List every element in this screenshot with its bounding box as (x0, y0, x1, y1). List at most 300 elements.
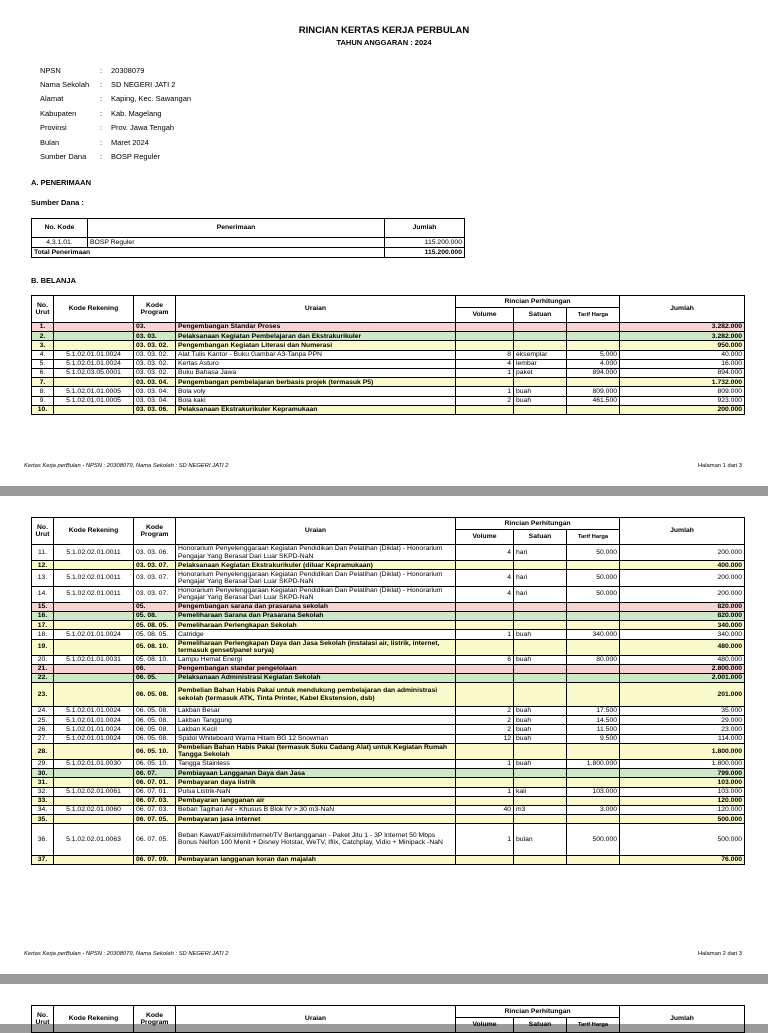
row-tarif: 50.000 (567, 545, 620, 561)
row-satuan: hari (514, 586, 567, 602)
row-no: 9. (32, 396, 54, 405)
row-jumlah: 29.000 (620, 716, 745, 725)
row-jumlah: 1.800.000 (620, 743, 745, 759)
table-row (32, 332, 745, 341)
info-separator: : (100, 108, 103, 118)
row-no: 19. (32, 639, 54, 655)
row-jumlah: 103.000 (620, 787, 745, 796)
info-separator: : (100, 65, 103, 75)
row-kode-rekening (54, 561, 134, 570)
row-no: 29. (32, 759, 54, 768)
row-uraian: Pembayaran daya listrik (176, 778, 456, 787)
school-info (40, 63, 191, 164)
section-a-heading: A. PENERIMAAN (31, 178, 92, 187)
row-jumlah: 76.000 (620, 855, 745, 864)
table-row (32, 630, 745, 639)
row-volume (456, 674, 514, 683)
header-uraian: Uraian (176, 1006, 456, 1033)
row-kode-program: 03. 03. 02. (134, 341, 176, 350)
belanja-table-1 (31, 295, 745, 415)
row-kode-program: 06. 05. 10. (134, 743, 176, 759)
row-jumlah: 201.000 (620, 683, 745, 707)
row-kode-rekening (54, 815, 134, 824)
row-kode-rekening (54, 405, 134, 414)
row-volume: 4 (456, 359, 514, 368)
row-volume (456, 341, 514, 350)
footer-left: Kertas Kerja perBulan - NPSN : 20308079, Nama Sekolah : SD NEGERI JATI 2 (24, 951, 229, 957)
header-satuan: Satuan (514, 308, 567, 323)
row-tarif: 3.000 (567, 805, 620, 814)
row-kode-program: 06. 07. 01. (134, 787, 176, 796)
info-row-npsn (40, 63, 191, 77)
row-satuan (514, 855, 567, 864)
row-jumlah: 200.000 (620, 570, 745, 586)
row-volume (456, 769, 514, 778)
row-jumlah: 340.000 (620, 621, 745, 630)
row-jumlah: 894.000 (620, 368, 745, 377)
row-kode-program: 06. 05. 08. (134, 683, 176, 707)
row-kode-rekening: 5.1.02.02.01.0061 (54, 787, 134, 796)
table-row (32, 350, 745, 359)
row-jumlah: 2.001.000 (620, 674, 745, 683)
info-separator: : (100, 80, 103, 90)
row-satuan: buah (514, 630, 567, 639)
table-row (32, 405, 745, 414)
row-jumlah: 23.000 (620, 725, 745, 734)
row-satuan (514, 621, 567, 630)
row-no: 2. (32, 332, 54, 341)
row-satuan (514, 341, 567, 350)
footer-page-number: Halaman 2 dari 3 (697, 951, 742, 957)
row-volume (456, 664, 514, 673)
row-kode-rekening (54, 796, 134, 805)
row-satuan: buah (514, 759, 567, 768)
table-row (32, 611, 745, 620)
row-satuan: buah (514, 707, 567, 716)
row-volume: 2 (456, 707, 514, 716)
row-satuan (514, 561, 567, 570)
header-penerimaan: Penerimaan (88, 219, 385, 238)
row-uraian: Lakban Tanggung (176, 716, 456, 725)
row-uraian: Pulsa Listrik-NaN (176, 787, 456, 796)
row-uraian: Pelaksanaan Ekstrakurikuler Kepramukaan (176, 405, 456, 414)
row-kode-program: 03. 03. 04. (134, 396, 176, 405)
row-kode-rekening: 5.1.02.01.01.0005 (54, 396, 134, 405)
belanja-table-3 (31, 1005, 745, 1033)
row-uraian: Tangga Stainless (176, 759, 456, 768)
row-uraian: Beban Kawat/Faksimili/Internet/TV Berlangganan - Paket Jitu 1 - 3P Internet 50 Mbps Bonus Nelfon 100 Menit + Disney Hotstar, WeTV, Iflix, Catchplay, Vidio + Minipack -NaN (176, 824, 456, 855)
row-satuan (514, 769, 567, 778)
table-row (32, 759, 745, 768)
row-satuan: buah (514, 655, 567, 664)
header-satuan: Satuan (514, 1018, 567, 1033)
info-value: Kab. Magelang (111, 108, 162, 118)
row-uraian: Pelaksanaan Kegiatan Pembelajaran dan Ekstrakurikuler (176, 332, 456, 341)
table-row (32, 368, 745, 377)
header-kode: No. Kode (32, 219, 88, 238)
row-volume: 1 (456, 759, 514, 768)
row-satuan: lembar (514, 359, 567, 368)
sumber-dana-label: Sumber Dana : (31, 198, 84, 207)
row-volume (456, 796, 514, 805)
row-volume (456, 743, 514, 759)
row-uraian: Honorarium Penyelenggaraan Kegiatan Pendidikan Dan Pelatihan (Diklat) - Honorarium Pengajar Yang Berasal Dari Luar SKPD-NaN (176, 570, 456, 586)
row-kode-program: 06. 05. 08. (134, 734, 176, 743)
header-volume: Volume (456, 308, 514, 323)
table-row (32, 664, 745, 673)
row-tarif: 80.000 (567, 655, 620, 664)
row-no: 21. (32, 664, 54, 673)
row-kode-rekening: 5.1.02.01.01.0024 (54, 350, 134, 359)
row-jumlah: 40.000 (620, 350, 745, 359)
table-row (32, 359, 745, 368)
row-kode-program: 06. 07. 09. (134, 855, 176, 864)
row-tarif (567, 341, 620, 350)
row-kode-program: 06. 05. 08. (134, 707, 176, 716)
info-label: Kabupaten (40, 108, 77, 118)
row-no: 20. (32, 655, 54, 664)
row-tarif: 500.000 (567, 824, 620, 855)
info-row-sumber-dana (40, 149, 191, 163)
row-volume (456, 639, 514, 655)
row-kode-rekening: 5.1.02.01.01.0024 (54, 707, 134, 716)
row-uraian: Pemeliharaan Sarana dan Prasarana Sekolah (176, 611, 456, 620)
row-volume (456, 405, 514, 414)
table-row (32, 323, 745, 332)
header-volume: Volume (456, 530, 514, 545)
table-row (32, 602, 745, 611)
header-kode-rekening: Kode Rekening (54, 296, 134, 323)
row-tarif: 103.000 (567, 787, 620, 796)
row-uraian: Lakban Kecil (176, 725, 456, 734)
row-kode-rekening (54, 323, 134, 332)
row-kode-rekening (54, 855, 134, 864)
table-row (32, 570, 745, 586)
row-tarif (567, 378, 620, 387)
row-kode-program: 03. 03. 06. (134, 545, 176, 561)
row-satuan (514, 602, 567, 611)
row-volume: 4 (456, 586, 514, 602)
row-uraian: Lampu Hemat Energi (176, 655, 456, 664)
row-tarif (567, 855, 620, 864)
row-kode-rekening: 5.1.02.01.01.0024 (54, 359, 134, 368)
row-kode-rekening (54, 611, 134, 620)
row-kode-rekening (54, 378, 134, 387)
header-kode-program: Kode Program (134, 518, 176, 545)
row-volume (456, 323, 514, 332)
row-no: 26. (32, 725, 54, 734)
table-row (32, 545, 745, 561)
row-satuan (514, 815, 567, 824)
row-uraian: Pengembangan pembelajaran berbasis projek (termasuk P5) (176, 378, 456, 387)
row-tarif: 809.000 (567, 387, 620, 396)
row-volume (456, 621, 514, 630)
row-satuan (514, 378, 567, 387)
row-no: 5. (32, 359, 54, 368)
row-jumlah: 103.000 (620, 778, 745, 787)
row-no: 18. (32, 630, 54, 639)
row-kode-program: 06. 07. 01. (134, 778, 176, 787)
row-satuan: buah (514, 396, 567, 405)
row-kode-program: 03. 03. 02. (134, 350, 176, 359)
row-jumlah: 480.000 (620, 655, 745, 664)
row-kode-rekening: 5.1.02.02.01.0011 (54, 570, 134, 586)
table-row (32, 561, 745, 570)
row-no: 3. (32, 341, 54, 350)
header-kode-rekening: Kode Rekening (54, 518, 134, 545)
row-kode-rekening (54, 778, 134, 787)
row-tarif (567, 332, 620, 341)
table-row (32, 387, 745, 396)
row-satuan: hari (514, 570, 567, 586)
info-value: SD NEGERI JATI 2 (111, 80, 176, 90)
total-label: Total Penerimaan (32, 248, 385, 258)
row-uraian: Catridge (176, 630, 456, 639)
row-kode-rekening (54, 602, 134, 611)
row-tarif: 9.500 (567, 734, 620, 743)
info-label: NPSN (40, 65, 61, 75)
row-jumlah: 500.000 (620, 824, 745, 855)
row-jumlah: 340.000 (620, 630, 745, 639)
row-kode-program: 06. 07. 05. (134, 815, 176, 824)
row-jumlah: 820.000 (620, 602, 745, 611)
row-kode-program: 06. 07. 05. (134, 824, 176, 855)
table-row (32, 341, 745, 350)
row-kode-rekening: 5.1.02.01.01.0031 (54, 655, 134, 664)
row-kode-program: 06. 07. 03. (134, 796, 176, 805)
row-kode-rekening (54, 332, 134, 341)
row-volume: 1 (456, 368, 514, 377)
row-tarif: 5.000 (567, 350, 620, 359)
row-no: 1. (32, 323, 54, 332)
header-no: No. Urut (32, 518, 54, 545)
row-no: 31. (32, 778, 54, 787)
row-no: 10. (32, 405, 54, 414)
row-kode-rekening: 5.1.02.01.01.0024 (54, 716, 134, 725)
row-jumlah: 200.000 (620, 405, 745, 414)
table-row (32, 707, 745, 716)
row-kode-program: 05. 08. 05. (134, 621, 176, 630)
header-no: No. Urut (32, 1006, 54, 1033)
header-jumlah: Jumlah (620, 296, 745, 323)
row-uraian: Bola kaki (176, 396, 456, 405)
row-jumlah: 35.000 (620, 707, 745, 716)
row-no: 15. (32, 602, 54, 611)
row-tarif (567, 683, 620, 707)
row-jumlah: 480.000 (620, 639, 745, 655)
row-volume: 12 (456, 734, 514, 743)
table-row (32, 586, 745, 602)
row-jumlah: 200.000 (620, 586, 745, 602)
row-uraian: Alat Tulis Kantor - Buku Gambar A3-Tanpa PPN (176, 350, 456, 359)
total-jumlah: 115.200.000 (385, 248, 465, 258)
row-no: 16. (32, 611, 54, 620)
table-row (32, 805, 745, 814)
row-volume: 1 (456, 787, 514, 796)
row-kode-program: 06. (134, 664, 176, 673)
row-uraian: Pelaksanaan Administrasi Kegiatan Sekolah (176, 674, 456, 683)
header-tarif: Tarif Harga (567, 530, 620, 545)
table-row (32, 769, 745, 778)
row-jumlah: 799.000 (620, 769, 745, 778)
row-kode-program: 03. 03. 02. (134, 368, 176, 377)
table-row (32, 824, 745, 855)
row-uraian: Pengembangan standar pengelolaan (176, 664, 456, 673)
row-no: 22. (32, 674, 54, 683)
row-volume: 1 (456, 630, 514, 639)
document-title: RINCIAN KERTAS KERJA PERBULAN (298, 25, 470, 36)
row-satuan (514, 743, 567, 759)
row-volume (456, 815, 514, 824)
row-uraian: Pemeliharaan Perlengkapan Daya dan Jasa Sekolah (instalasi air, listrik, internet, termasuk genset/panel surya) (176, 639, 456, 655)
row-satuan: bulan (514, 824, 567, 855)
row-tarif: 11.500 (567, 725, 620, 734)
row-satuan (514, 332, 567, 341)
row-kode-program: 06. 07. (134, 769, 176, 778)
row-kode-program: 05. (134, 602, 176, 611)
info-label: Bulan (40, 137, 60, 147)
header-rincian: Rincian Perhitungan (456, 518, 620, 530)
row-volume: 40 (456, 805, 514, 814)
section-b-heading: B. BELANJA (31, 276, 77, 285)
info-label: Nama Sekolah (40, 80, 90, 90)
table-row (32, 743, 745, 759)
row-tarif: 14.500 (567, 716, 620, 725)
row-tarif (567, 674, 620, 683)
penerimaan-jumlah: 115.200.000 (385, 238, 465, 248)
info-label: Sumber Dana (40, 152, 87, 162)
row-no: 28. (32, 743, 54, 759)
table-row (32, 639, 745, 655)
row-volume (456, 778, 514, 787)
row-tarif (567, 815, 620, 824)
row-tarif (567, 561, 620, 570)
row-tarif: 894.000 (567, 368, 620, 377)
row-tarif: 4.000 (567, 359, 620, 368)
row-no: 6. (32, 368, 54, 377)
header-uraian: Uraian (176, 518, 456, 545)
row-satuan: hari (514, 545, 567, 561)
row-jumlah: 820.000 (620, 611, 745, 620)
row-kode-program: 03. (134, 323, 176, 332)
row-no: 12. (32, 561, 54, 570)
row-jumlah: 1.732.000 (620, 378, 745, 387)
row-tarif (567, 796, 620, 805)
info-separator: : (100, 152, 103, 162)
info-row-alamat (40, 92, 191, 106)
row-kode-program: 03. 03. 07. (134, 570, 176, 586)
row-uraian: Spidol Whiteboard Warna Hitam BG 12 Snowman (176, 734, 456, 743)
row-uraian: Pembelian Bahan Habis Pakai untuk mendukung pembelajaran dan administrasi sekolah (termasuk ATK, Tinta Printer, Kabel Ekstension, dsb) (176, 683, 456, 707)
row-tarif (567, 405, 620, 414)
row-tarif (567, 323, 620, 332)
row-tarif: 17.500 (567, 707, 620, 716)
info-value: BOSP Reguler (111, 152, 161, 162)
row-volume: 2 (456, 396, 514, 405)
table-row (32, 815, 745, 824)
row-tarif (567, 621, 620, 630)
row-uraian: Pengembangan Kegiatan Literasi dan Numerasi (176, 341, 456, 350)
row-kode-program: 03. 03. (134, 332, 176, 341)
row-kode-rekening: 5.1.02.02.01.0063 (54, 824, 134, 855)
row-kode-program: 05. 08. (134, 611, 176, 620)
row-kode-rekening: 5.1.02.02.01.0011 (54, 545, 134, 561)
row-uraian: Pembayaran jasa internet (176, 815, 456, 824)
info-row-provinsi (40, 121, 191, 135)
row-kode-program: 03. 03. 04. (134, 387, 176, 396)
row-tarif (567, 664, 620, 673)
row-tarif (567, 611, 620, 620)
row-no: 37. (32, 855, 54, 864)
row-no: 24. (32, 707, 54, 716)
row-uraian: Pembayaran langganan koran dan majalah (176, 855, 456, 864)
info-label: Alamat (40, 94, 64, 104)
header-satuan: Satuan (514, 530, 567, 545)
row-tarif (567, 778, 620, 787)
row-jumlah: 114.000 (620, 734, 745, 743)
row-kode-program: 06. 05. 08. (134, 725, 176, 734)
row-jumlah: 923.000 (620, 396, 745, 405)
belanja-table-2 (31, 517, 745, 865)
row-jumlah: 120.000 (620, 796, 745, 805)
header-jumlah: Jumlah (385, 219, 465, 238)
row-satuan: eksemplar (514, 350, 567, 359)
row-no: 25. (32, 716, 54, 725)
header-kode-program: Kode Program (134, 296, 176, 323)
row-volume: 4 (456, 570, 514, 586)
row-jumlah: 200.000 (620, 545, 745, 561)
row-volume (456, 611, 514, 620)
table-row (32, 238, 465, 248)
row-jumlah: 2.800.000 (620, 664, 745, 673)
row-uraian: Pengembangan sarana dan prasarana sekolah (176, 602, 456, 611)
row-kode-rekening: 5.1.02.01.01.0024 (54, 725, 134, 734)
row-tarif: 50.000 (567, 570, 620, 586)
row-satuan: buah (514, 734, 567, 743)
row-kode-program: 05. 08. 10. (134, 655, 176, 664)
document-subtitle: TAHUN ANGGARAN : 2024 (336, 38, 432, 47)
row-kode-program: 05. 08. 10. (134, 639, 176, 655)
page-3 (0, 984, 768, 1029)
table-row (32, 734, 745, 743)
row-kode-rekening: 5.1.02.01.01.0005 (54, 387, 134, 396)
table-row (32, 716, 745, 725)
row-no: 17. (32, 621, 54, 630)
penerimaan-name: BOSP Reguler (88, 238, 385, 248)
row-kode-program: 03. 03. 07. (134, 561, 176, 570)
row-kode-rekening (54, 664, 134, 673)
row-no: 14. (32, 586, 54, 602)
row-kode-program: 06. 05. 08. (134, 716, 176, 725)
row-volume (456, 561, 514, 570)
table-row (32, 796, 745, 805)
row-tarif (567, 639, 620, 655)
info-label: Provinsi (40, 123, 67, 133)
row-volume: 2 (456, 716, 514, 725)
row-kode-program: 03. 03. 07. (134, 586, 176, 602)
total-row (32, 248, 465, 258)
table-row (32, 725, 745, 734)
row-no: 33. (32, 796, 54, 805)
header-uraian: Uraian (176, 296, 456, 323)
row-satuan (514, 796, 567, 805)
row-volume (456, 683, 514, 707)
penerimaan-table (31, 218, 465, 258)
info-row-bulan (40, 135, 191, 149)
row-kode-rekening (54, 683, 134, 707)
row-no: 23. (32, 683, 54, 707)
row-jumlah: 120.000 (620, 805, 745, 814)
